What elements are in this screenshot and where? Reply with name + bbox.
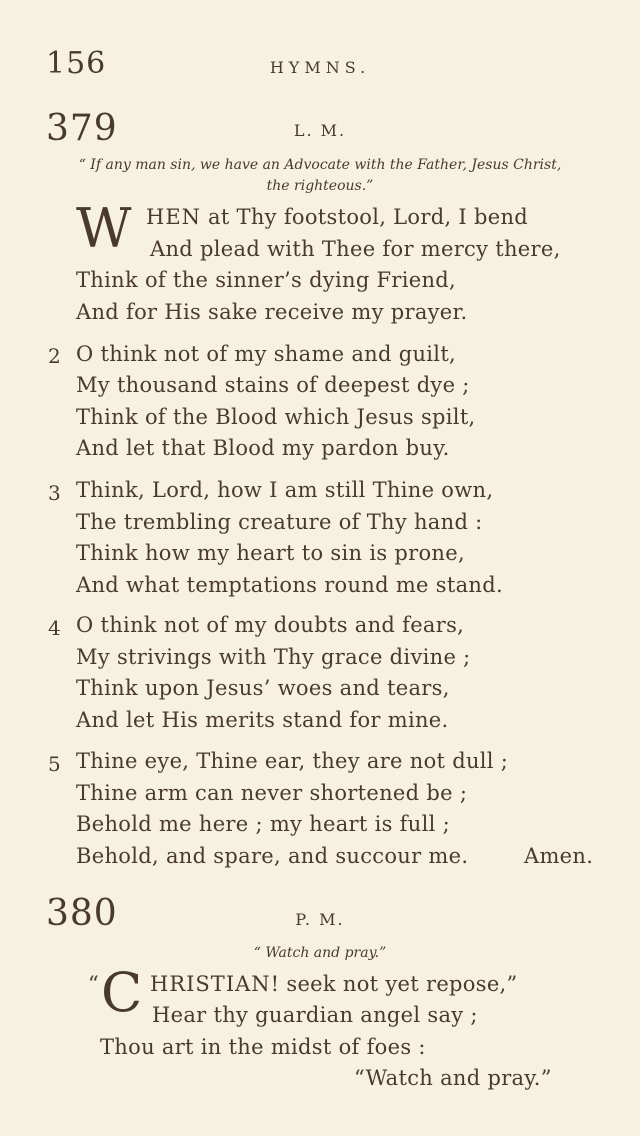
verse-line: The trembling creature of Thy hand : (76, 510, 483, 534)
stanza-number: 4 (48, 616, 61, 640)
page-number: 156 (46, 46, 107, 81)
verse-line: O think not of my doubts and fears, (76, 613, 465, 637)
verse-line: Thou art in the midst of foes : (100, 1035, 426, 1059)
verse-line: And let that Blood my pardon buy. (76, 436, 450, 460)
verse-line: Behold me here ; my heart is full ; (76, 812, 450, 836)
hymn-380-first-word: HRISTIAN (150, 972, 271, 996)
hymn-380-epigraph: “ Watch and pray.” (253, 945, 387, 961)
hymn-379-epigraph-line-2: the righteous.” (266, 178, 374, 194)
verse-line: My thousand stains of deepest dye ; (76, 373, 470, 397)
verse-line: And plead with Thee for mercy there, (150, 237, 561, 261)
stanza-number: 5 (48, 752, 61, 776)
hymn-379-epigraph-line-1: “ If any man sin, we have an Advocate with the Father, Jesus Christ, (78, 157, 562, 173)
hymn-379-first-line-rest: at Thy footstool, Lord, I bend (208, 205, 529, 229)
verse-line: Think upon Jesus’ woes and tears, (76, 676, 450, 700)
verse-line: “Watch and pray.” (354, 1066, 552, 1090)
hymn-379-first-word: HEN (146, 205, 202, 229)
hymn-380-first-line-rest: ! seek not yet repose,” (270, 972, 518, 996)
stanza-number: 2 (48, 344, 61, 368)
verse-line: Think of the Blood which Jesus spilt, (76, 405, 476, 429)
verse-line: Thine arm can never shortened be ; (76, 781, 468, 805)
verse-line: And let His merits stand for mine. (76, 708, 449, 732)
hymn-380-open-quote: “ (88, 972, 100, 996)
hymn-379-first-line (146, 205, 528, 229)
verse-line: Hear thy guardian angel say ; (152, 1003, 478, 1027)
hymn-380-number: 380 (46, 893, 118, 934)
verse-line: O think not of my shame and guilt, (76, 342, 457, 366)
verse-line: Think how my heart to sin is prone, (76, 541, 465, 565)
verse-line: Thine eye, Thine ear, they are not dull ; (76, 749, 509, 773)
hymn-380-first-line (150, 972, 518, 996)
hymn-380-meter: P. M. (295, 910, 345, 929)
stanza-number: 3 (48, 481, 61, 505)
hymn-379-meter: L. M. (293, 121, 347, 140)
verse-line: And what temptations round me stand. (76, 573, 503, 597)
hymn-379-dropcap: W (76, 197, 132, 260)
verse-line: Behold, and spare, and succour me. (76, 844, 469, 868)
verse-line: Think of the sinner’s dying Friend, (76, 268, 457, 292)
verse-line: My strivings with Thy grace divine ; (76, 645, 471, 669)
hymn-379-number: 379 (46, 108, 118, 149)
verse-line: And for His sake receive my prayer. (76, 300, 468, 324)
hymn-380-dropcap: C (101, 961, 143, 1024)
running-title: HYMNS. (269, 58, 371, 77)
verse-line: Think, Lord, how I am still Thine own, (76, 478, 494, 502)
amen: Amen. (524, 844, 594, 868)
